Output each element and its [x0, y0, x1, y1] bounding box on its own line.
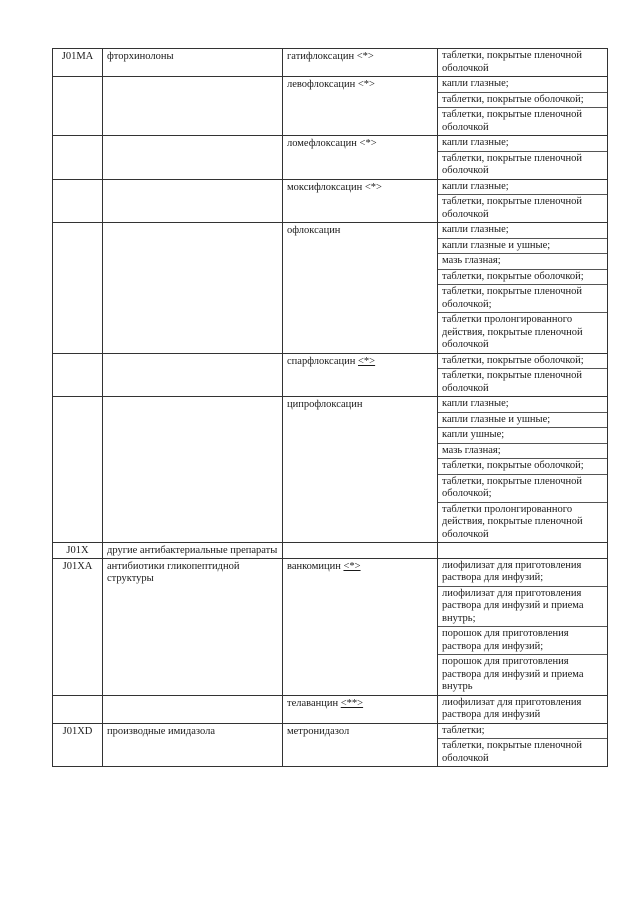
dosage-forms — [438, 223, 608, 354]
group-name — [103, 695, 283, 723]
dosage-forms — [438, 695, 608, 723]
dosage-form: таблетки, покрытые пленочной оболочкой — [442, 740, 583, 764]
drug-name: гатифлоксацин — [287, 51, 355, 62]
group-name — [103, 136, 283, 180]
dosage-form — [438, 543, 607, 558]
dosage-form: таблетки; — [438, 724, 607, 740]
table-row — [53, 223, 608, 354]
atc-code — [53, 397, 103, 543]
footnote-mark: <**> — [340, 697, 364, 709]
dosage-form: таблетки, покрытые пленочной оболочкой — [442, 152, 583, 176]
atc-code — [53, 77, 103, 136]
atc-code — [53, 353, 103, 397]
atc-code: J01XD — [53, 723, 103, 767]
drug-name-cell — [283, 353, 438, 397]
dosage-form: порошок для приготовления раствора для инфузий и приема внутрь — [442, 656, 584, 692]
group-name — [103, 397, 283, 543]
drug-name-cell — [283, 77, 438, 136]
dosage-forms — [438, 136, 608, 180]
dosage-form: таблетки пролонгированного действия, покрытые пленочной оболочкой — [442, 503, 583, 540]
dosage-form: мазь глазная; — [438, 444, 607, 460]
dosage-form: таблетки, покрытые пленочной оболочкой; — [438, 285, 607, 313]
dosage-forms — [438, 179, 608, 223]
table-row — [53, 136, 608, 180]
dosage-forms — [438, 77, 608, 136]
drug-name: офлоксацин — [287, 225, 341, 236]
table-row — [53, 49, 608, 77]
table-row — [53, 353, 608, 397]
table-row — [53, 77, 608, 136]
dosage-form: таблетки, покрытые пленочной оболочкой — [442, 50, 583, 74]
table-row — [53, 543, 608, 559]
dosage-forms — [438, 543, 608, 559]
dosage-forms — [438, 558, 608, 695]
dosage-forms — [438, 723, 608, 767]
dosage-form: капли глазные; — [438, 77, 607, 93]
dosage-form: порошок для приготовления раствора для инфузий; — [438, 627, 607, 655]
atc-code: J01MA — [53, 49, 103, 77]
dosage-form: таблетки, покрытые оболочкой; — [438, 459, 607, 475]
dosage-form: капли глазные; — [438, 136, 607, 152]
dosage-form: лиофилизат для приготовления раствора для инфузий; — [438, 559, 607, 587]
footnote-mark: <*> — [357, 79, 375, 90]
dosage-form: капли глазные и ушные; — [438, 413, 607, 429]
footnote-mark: <*> — [343, 560, 361, 572]
atc-code: J01XA — [53, 558, 103, 695]
dosage-form: мазь глазная; — [438, 254, 607, 270]
footnote-mark: <*> — [358, 355, 376, 367]
group-name — [103, 353, 283, 397]
dosage-form: капли глазные; — [438, 180, 607, 196]
group-name — [103, 77, 283, 136]
drug-name-cell — [283, 543, 438, 559]
dosage-form: лиофилизат для приготовления раствора для инфузий и приема внутрь; — [438, 587, 607, 628]
table-row — [53, 723, 608, 767]
dosage-form: таблетки, покрытые пленочной оболочкой; — [438, 475, 607, 503]
drug-table — [52, 48, 608, 767]
dosage-forms — [438, 397, 608, 543]
group-name: антибиотики гликопептидной структуры — [103, 558, 283, 695]
group-name — [103, 179, 283, 223]
dosage-form: капли глазные и ушные; — [438, 239, 607, 255]
dosage-form: капли глазные; — [438, 223, 607, 239]
dosage-form: таблетки, покрытые оболочкой; — [438, 354, 607, 370]
footnote-mark: <*> — [364, 181, 382, 193]
drug-name-cell — [283, 179, 438, 223]
footnote-mark: <*> — [359, 138, 377, 149]
atc-code — [53, 179, 103, 223]
drug-name-cell — [283, 136, 438, 180]
drug-name-cell — [283, 695, 438, 723]
table-row — [53, 695, 608, 723]
drug-name-cell — [283, 723, 438, 767]
table-row — [53, 397, 608, 543]
group-name — [103, 223, 283, 354]
dosage-form: капли глазные; — [438, 397, 607, 413]
table-body — [53, 49, 608, 767]
footnote-mark: <*> — [356, 51, 374, 62]
drug-name: левофлоксацин — [287, 79, 356, 90]
atc-code — [53, 695, 103, 723]
group-name: другие антибактериальные препараты — [103, 543, 283, 559]
drug-name-cell — [283, 223, 438, 354]
dosage-form: таблетки, покрытые пленочной оболочкой — [442, 196, 583, 220]
drug-name: спарфлоксацин — [287, 355, 356, 367]
dosage-form: таблетки, покрытые пленочной оболочкой — [442, 109, 583, 133]
drug-name: ломефлоксацин — [287, 138, 357, 149]
dosage-form: таблетки, покрытые пленочной оболочкой — [442, 370, 583, 394]
drug-name-cell — [283, 558, 438, 695]
group-name: производные имидазола — [103, 723, 283, 767]
dosage-form: лиофилизат для приготовления раствора для инфузий — [442, 696, 582, 720]
atc-code — [53, 223, 103, 354]
group-name: фторхинолоны — [103, 49, 283, 77]
drug-name: метронидазол — [287, 725, 350, 737]
drug-name: телаванцин — [287, 697, 339, 709]
drug-name: ванкомицин — [287, 560, 341, 572]
drug-name-cell — [283, 49, 438, 77]
drug-name-cell — [283, 397, 438, 543]
dosage-form: таблетки пролонгированного действия, покрытые пленочной оболочкой — [442, 314, 583, 350]
dosage-forms — [438, 49, 608, 77]
atc-code: J01X — [53, 543, 103, 559]
drug-name: моксифлоксацин — [287, 181, 363, 193]
atc-code — [53, 136, 103, 180]
dosage-form: таблетки, покрытые оболочкой; — [438, 270, 607, 286]
table-row — [53, 179, 608, 223]
table-row — [53, 558, 608, 695]
dosage-forms — [438, 353, 608, 397]
dosage-form: таблетки, покрытые оболочкой; — [438, 93, 607, 109]
dosage-form: капли ушные; — [438, 428, 607, 444]
drug-name: ципрофлоксацин — [287, 399, 363, 410]
